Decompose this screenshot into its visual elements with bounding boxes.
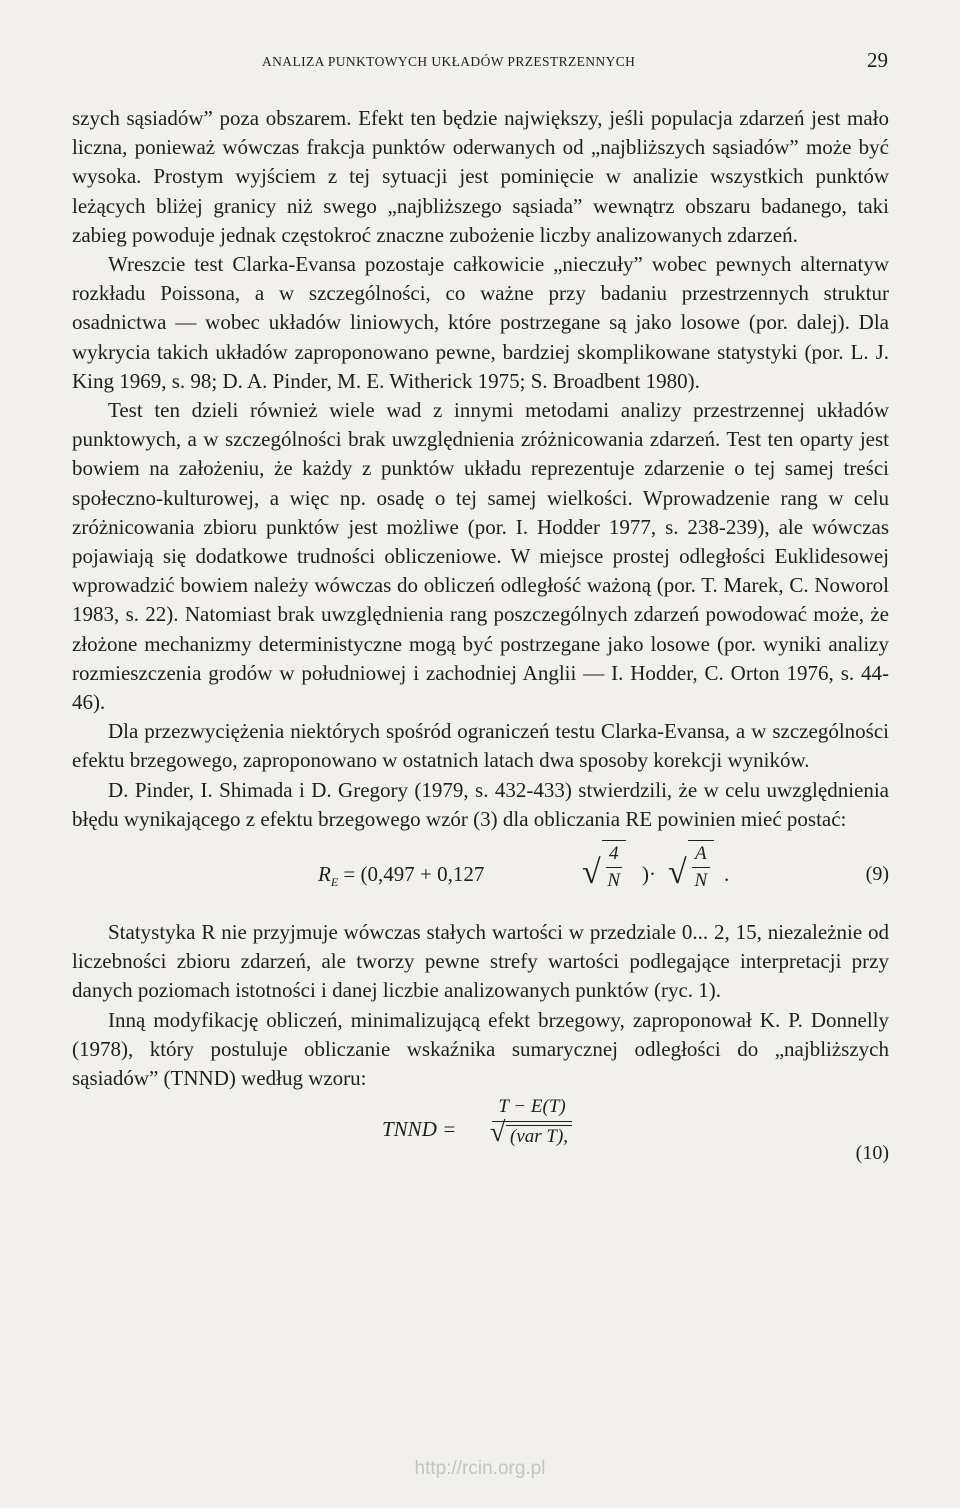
paragraph-5: D. Pinder, I. Shimada i D. Gregory (1979, s. 432-433) stwierdzili, że w celu uwzględnienia błędu wynikającego z efektu brzegowego wzór (3) dla obliczania RE powinien mieć postać: bbox=[72, 777, 889, 831]
formula-10-numerator: T − E(T) bbox=[492, 1093, 571, 1122]
formula-10-lhs: TNND = bbox=[382, 1117, 457, 1142]
formula-9 bbox=[72, 834, 889, 918]
sqrt-sign: √ bbox=[668, 854, 687, 892]
formula-10-fraction bbox=[492, 1093, 572, 1152]
formula-9-radical-1: $\frac{4}{N}$ bbox=[602, 840, 626, 894]
watermark-url: http://rcin.org.pl bbox=[414, 1458, 546, 1479]
page-header bbox=[0, 48, 960, 78]
formula-10-denominator: √ (var T), bbox=[492, 1122, 572, 1152]
running-title: ANALIZA PUNKTOWYCH UKŁADÓW PRZESTRZENNYCH bbox=[262, 54, 636, 69]
formula-9-radical-2: $\frac{A}{N}$ bbox=[688, 840, 714, 894]
sqrt-sign: √ bbox=[490, 1117, 506, 1149]
paragraph-7: Inną modyfikację obliczeń, minimalizującą efekt brzegowy, zaproponował K. P. Donnelly (1978), który postuluje obliczanie wskaźnika sumarycznej odległości do „najbliższych sąsiadów” (TNND) według wzoru: bbox=[72, 1007, 889, 1091]
paragraph-4: Dla przezwyciężenia niektórych spośród ograniczeń testu Clarka-Evansa, a w szczególności efektu brzegowego, zaproponowano w ostatnich latach dwa sposoby korekcji wyników. bbox=[72, 719, 889, 773]
formula-9-lhs: $R_E = (0,497 + 0,127$ bbox=[318, 862, 485, 890]
paragraph-1: szych sąsiadów” poza obszarem. Efekt ten będzie największy, jeśli populacja zdarzeń jest mało liczna, ponieważ wówczas frakcja punktów oderwanych od „najbliższych sąsiadów” może być wysoka. Prostym wyjściem z tej sytuacji jest pominięcie w analizie wszystkich punktów leżących bliżej granicy niż swego „najbliższego sąsiada” wewnątrz obszaru badanego, taki zabieg powoduje jednak częstokroć znaczne zubożenie liczby analizowanych zdarzeń. bbox=[72, 106, 889, 247]
paragraph-3: Test ten dzieli również wiele wad z innymi metodami analizy przestrzennej układów punktowych, a w szczególności brak uwzględnienia zróżnicowania zdarzeń. Test ten oparty jest bowiem na założeniu, że każdy z punktów układu reprezentuje zdarzenie o tej samej treści społeczno-kulturowej, a więc np. osadę o tej samej wielkości. Wprowadzenie rang w celu zróżnicowania zbioru punktów jest możliwe (por. I. Hodder 1977, s. 238-239), ale wówczas pojawiają się dodatkowe trudności obliczeniowe. W miejsce prostej odległości Euklidesowej wprowadzić bowiem należy wówczas do obliczeń odległość ważoną (por. T. Marek, C. Noworol 1983, s. 22). Natomiast brak uwzględnienia rang poszczególnych zdarzeń powodować może, że złożone mechanizmy deterministyczne mogą być postrzegane jako losowe (por. wyniki analizy rozmieszczenia grodów w południowej i zachodniej Anglii — I. Hodder, C. Orton 1976, s. 44-46). bbox=[72, 398, 889, 715]
formula-9-end: . bbox=[724, 862, 730, 887]
equation-number-9: (9) bbox=[865, 863, 889, 886]
equation-number-10: (10) bbox=[855, 1142, 889, 1165]
formula-10 bbox=[72, 1093, 889, 1173]
paragraph-2: Wreszcie test Clarka-Evansa pozostaje całkowicie „nieczuły” wobec pewnych alternatyw rozkładu Poissona, a w szczególności, co ważne przy badaniu przestrzennych struktur osadnictwa — wobec układów liniowych, które postrzegane są jako losowe (por. dalej). Dla wykrycia takich układów zaproponowano pewne, bardziej skomplikowane statystyki (por. L. J. King 1969, s. 98; D. A. Pinder, M. E. Witherick 1975; S. Broadbent 1980). bbox=[72, 252, 889, 393]
page-number: 29 bbox=[867, 48, 888, 72]
sqrt-sign: √ bbox=[582, 854, 601, 892]
body-text bbox=[72, 104, 889, 1173]
paragraph-6: Statystyka R nie przyjmuje wówczas stałych wartości w przedziale 0... 2, 15, niezależnie od liczebności zbioru zdarzeń, ale tworzy pewne strefy wartości podlegające interpretacji przy danych poziomach istotności i danej liczbie analizowanych punktów (ryc. 1). bbox=[72, 920, 889, 1003]
formula-9-close: )· bbox=[642, 862, 656, 887]
